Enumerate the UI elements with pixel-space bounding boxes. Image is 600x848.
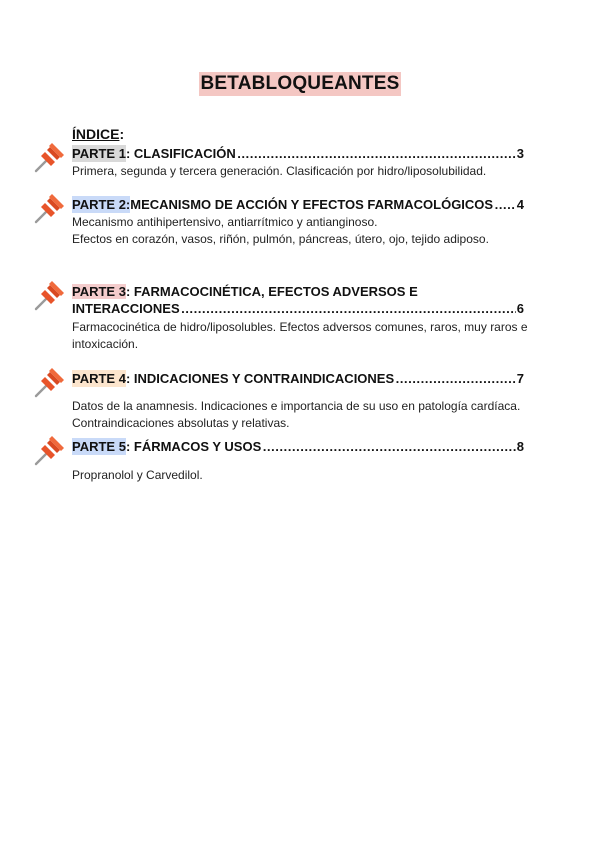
- toc-entry-3[interactable]: [72, 283, 524, 317]
- leader-dots: [237, 145, 516, 162]
- parte-4-desc: [72, 398, 528, 432]
- index-heading: [72, 126, 124, 142]
- pushpin-icon: [32, 192, 66, 226]
- parte-4-page: 7: [516, 371, 524, 386]
- parte-1-heading: : CLASIFICACIÓN: [125, 146, 236, 161]
- pushpin-icon: [32, 141, 66, 175]
- toc-entry-4[interactable]: [72, 370, 524, 387]
- index-colon: :: [119, 126, 125, 142]
- parte-5-page: 8: [516, 439, 524, 454]
- parte-5-heading: : FÁRMACOS Y USOS: [125, 439, 262, 454]
- desc-line: Primera, segunda y tercera generación. Clasificación por hidro/liposolubilidad.: [72, 164, 487, 178]
- parte-5-label: PARTE 5: [72, 439, 126, 454]
- toc-entry-2[interactable]: [72, 196, 524, 213]
- parte-4-label: PARTE 4: [72, 371, 126, 386]
- parte-1-desc: [72, 163, 528, 180]
- toc-entry-5[interactable]: [72, 438, 524, 455]
- desc-line: Datos de la anamnesis. Indicaciones e importancia de su uso en patología cardíaca. Contraindicaciones absolutas y relativas.: [72, 399, 521, 430]
- parte-3-heading-2: INTERACCIONES: [72, 301, 180, 316]
- parte-3-heading: : FARMACOCINÉTICA, EFECTOS ADVERSOS E: [125, 284, 418, 299]
- leader-dots: [262, 438, 516, 455]
- desc-line: Mecanismo antihipertensivo, antiarrítmico y antianginoso.: [72, 215, 378, 229]
- title-container: [0, 72, 600, 96]
- parte-1-page: 3: [516, 146, 524, 161]
- parte-2-heading: MECANISMO DE ACCIÓN Y EFECTOS FARMACOLÓGICOS: [130, 197, 494, 212]
- parte-2-page: 4: [516, 197, 524, 212]
- pushpin-icon: [32, 434, 66, 468]
- desc-line: Farmacocinética de hidro/liposolubles. Efectos adversos comunes, raros, muy raros e intoxicación.: [72, 320, 528, 351]
- parte-3-label: PARTE 3: [72, 284, 126, 299]
- parte-5-desc: [72, 467, 528, 484]
- parte-3-desc: [72, 319, 528, 353]
- parte-2-desc: [72, 214, 528, 248]
- parte-3-page: 6: [516, 301, 524, 316]
- index-label: ÍNDICE: [72, 126, 120, 142]
- desc-line: Propranolol y Carvedilol.: [72, 468, 203, 482]
- document-title: BETABLOQUEANTES: [200, 73, 400, 94]
- pushpin-icon: [32, 366, 66, 400]
- leader-dots: [494, 196, 516, 213]
- parte-2-label: PARTE 2:: [72, 197, 131, 212]
- parte-4-heading: : INDICACIONES Y CONTRAINDICACIONES: [125, 371, 395, 386]
- parte-1-label: PARTE 1: [72, 146, 126, 161]
- leader-dots: [395, 370, 516, 387]
- toc-entry-1[interactable]: [72, 145, 524, 162]
- pushpin-icon: [32, 279, 66, 313]
- leader-dots: [181, 300, 516, 317]
- desc-line: Efectos en corazón, vasos, riñón, pulmón, páncreas, útero, ojo, tejido adiposo.: [72, 232, 489, 246]
